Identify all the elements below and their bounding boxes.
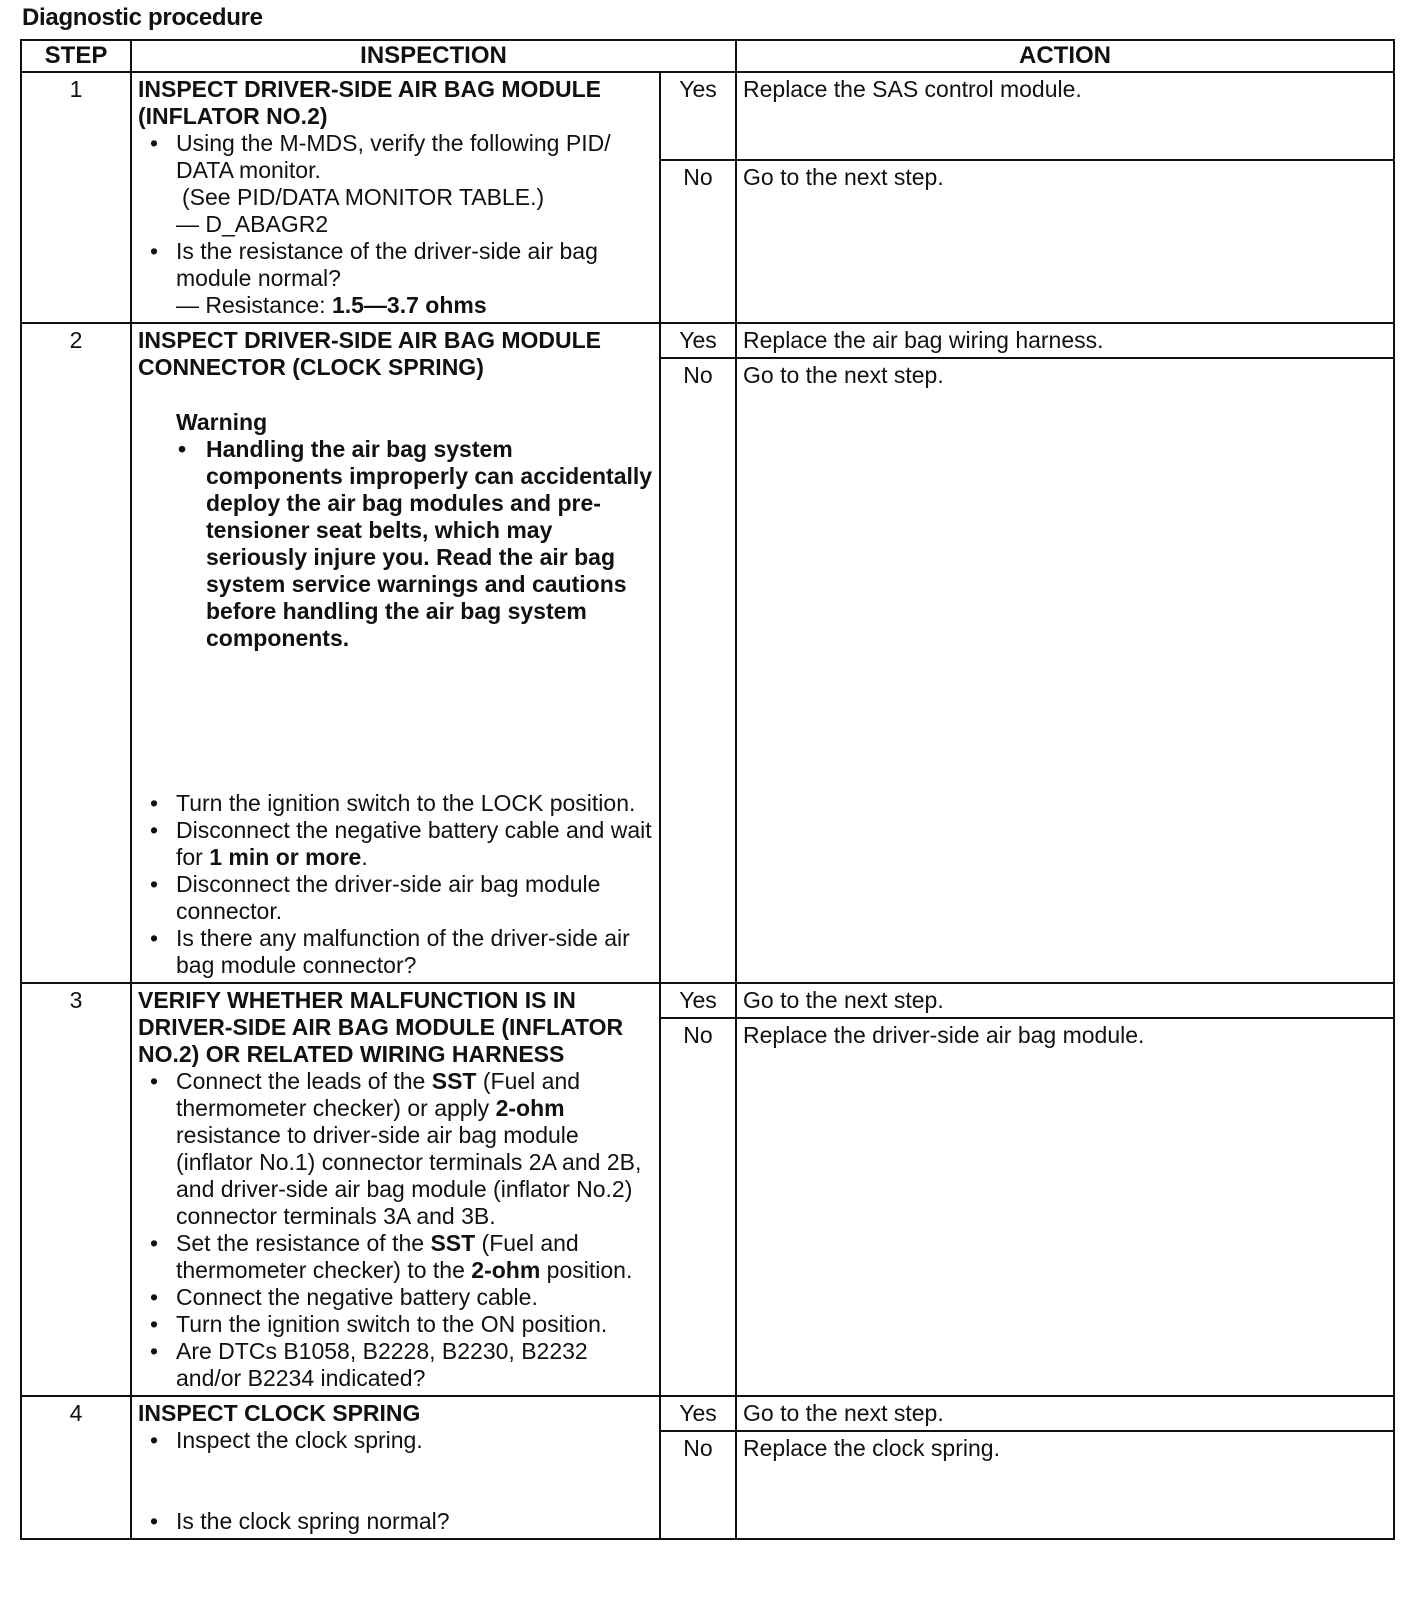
step-number: 4 <box>21 1396 131 1539</box>
step-number: 2 <box>21 323 131 983</box>
step-heading: VERIFY WHETHER MALFUNCTION IS IN DRIVER-SIDE AIR BAG MODULE (INFLATOR NO.2) OR RELATED WIRING HARNESS <box>138 987 624 1067</box>
header-step: STEP <box>21 40 131 72</box>
no-label: No <box>660 358 736 983</box>
yes-action: Go to the next step. <box>736 1396 1394 1431</box>
no-action: Go to the next step. <box>736 358 1394 983</box>
list-item: • Disconnect the driver-side air bag module connector. <box>148 871 653 925</box>
sub-text: — D_ABAGR2 <box>176 211 329 237</box>
header-inspection: INSPECTION <box>131 40 736 72</box>
bullet-text: Set the resistance of the <box>176 1230 431 1256</box>
list-item: • Connect the negative battery cable. <box>148 1284 653 1311</box>
yes-label: Yes <box>660 983 736 1018</box>
list-item <box>148 238 653 319</box>
step-2-yes-row <box>21 323 1394 358</box>
inspection-list <box>138 1068 653 1392</box>
list-item: • Are DTCs B1058, B2228, B2230, B2232 and/or B2234 indicated? <box>148 1338 653 1392</box>
resistance-value: 2-ohm <box>495 1095 565 1121</box>
yes-label: Yes <box>660 323 736 358</box>
bullet-text: (Fuel and thermometer checker) or apply <box>176 1068 581 1121</box>
bullet-text: . <box>361 844 368 870</box>
bullet-text: resistance to driver-side air bag module (inflator No.1) connector terminals 2A and 2B, and driver-side air bag module (inflator No.2) connector terminals 3A and 3B. <box>176 1122 642 1229</box>
yes-label: Yes <box>660 72 736 160</box>
step-3-inspection <box>131 983 660 1396</box>
no-action: Replace the driver-side air bag module. <box>736 1018 1394 1396</box>
sst-label: SST <box>431 1068 477 1094</box>
yes-action: Go to the next step. <box>736 983 1394 1018</box>
yes-action: Replace the air bag wiring harness. <box>736 323 1394 358</box>
sst-label: SST <box>430 1230 476 1256</box>
step-heading: INSPECT CLOCK SPRING <box>138 1400 421 1426</box>
step-1-inspection <box>131 72 660 323</box>
step-number: 3 <box>21 983 131 1396</box>
no-label: No <box>660 1431 736 1539</box>
bullet-text: (Fuel and thermometer checker) to the <box>176 1230 579 1283</box>
step-1-yes-row <box>21 72 1394 160</box>
list-item <box>148 130 653 238</box>
wait-time: 1 min or more <box>209 844 362 870</box>
step-heading: INSPECT DRIVER-SIDE AIR BAG MODULE CONNECTOR (CLOCK SPRING) <box>138 327 602 380</box>
inspection-list <box>138 1427 653 1535</box>
bullet-text: Disconnect the negative battery cable and wait for <box>176 817 652 870</box>
step-heading: INSPECT DRIVER-SIDE AIR BAG MODULE (INFLATOR NO.2) <box>138 76 602 129</box>
sub-text: — Resistance: <box>176 292 332 318</box>
page-title: Diagnostic procedure <box>22 4 263 31</box>
sub-text: (See PID/DATA MONITOR TABLE.) <box>182 184 545 210</box>
diagnostic-procedure-table <box>20 39 1395 1540</box>
step-3-yes-row <box>21 983 1394 1018</box>
yes-action: Replace the SAS control module. <box>736 72 1394 160</box>
warning-list <box>138 436 653 652</box>
no-action: Replace the clock spring. <box>736 1431 1394 1539</box>
step-number: 1 <box>21 72 131 323</box>
step-4-inspection <box>131 1396 660 1539</box>
list-item: • Turn the ignition switch to the LOCK position. <box>148 790 653 817</box>
bullet-text: Connect the leads of the <box>176 1068 432 1094</box>
table-header-row <box>21 40 1394 72</box>
warning-title: Warning <box>176 409 268 435</box>
resistance-value: 1.5—3.7 ohms <box>331 292 487 318</box>
bullet-text: • Using the M-MDS, verify the following PID/ DATA monitor. <box>176 130 611 183</box>
step-2-inspection <box>131 323 660 983</box>
list-item <box>148 817 653 871</box>
list-item: • Turn the ignition switch to the ON position. <box>148 1311 653 1338</box>
list-item: • Is there any malfunction of the driver-side air bag module connector? <box>148 925 653 979</box>
list-item <box>148 1230 653 1284</box>
no-action: Go to the next step. <box>736 160 1394 323</box>
warning-text: • Handling the air bag system components improperly can accidentally deploy the air bag modules and pre-tensioner seat belts, which may seriously injure you. Read the air bag system service warnings and cautions before handling the air bag system components. <box>176 436 653 652</box>
no-label: No <box>660 160 736 323</box>
resistance-value: 2-ohm <box>471 1257 541 1283</box>
no-label: No <box>660 1018 736 1396</box>
list-item: • Inspect the clock spring. <box>148 1427 653 1454</box>
step-4-yes-row <box>21 1396 1394 1431</box>
list-item <box>148 1068 653 1230</box>
yes-label: Yes <box>660 1396 736 1431</box>
list-item: • Is the clock spring normal? <box>148 1508 653 1535</box>
header-action: ACTION <box>736 40 1394 72</box>
bullet-text: position. <box>540 1257 633 1283</box>
inspection-list <box>138 130 653 319</box>
bullet-text: • Is the resistance of the driver-side air bag module normal? <box>176 238 598 291</box>
inspection-list <box>138 790 653 979</box>
